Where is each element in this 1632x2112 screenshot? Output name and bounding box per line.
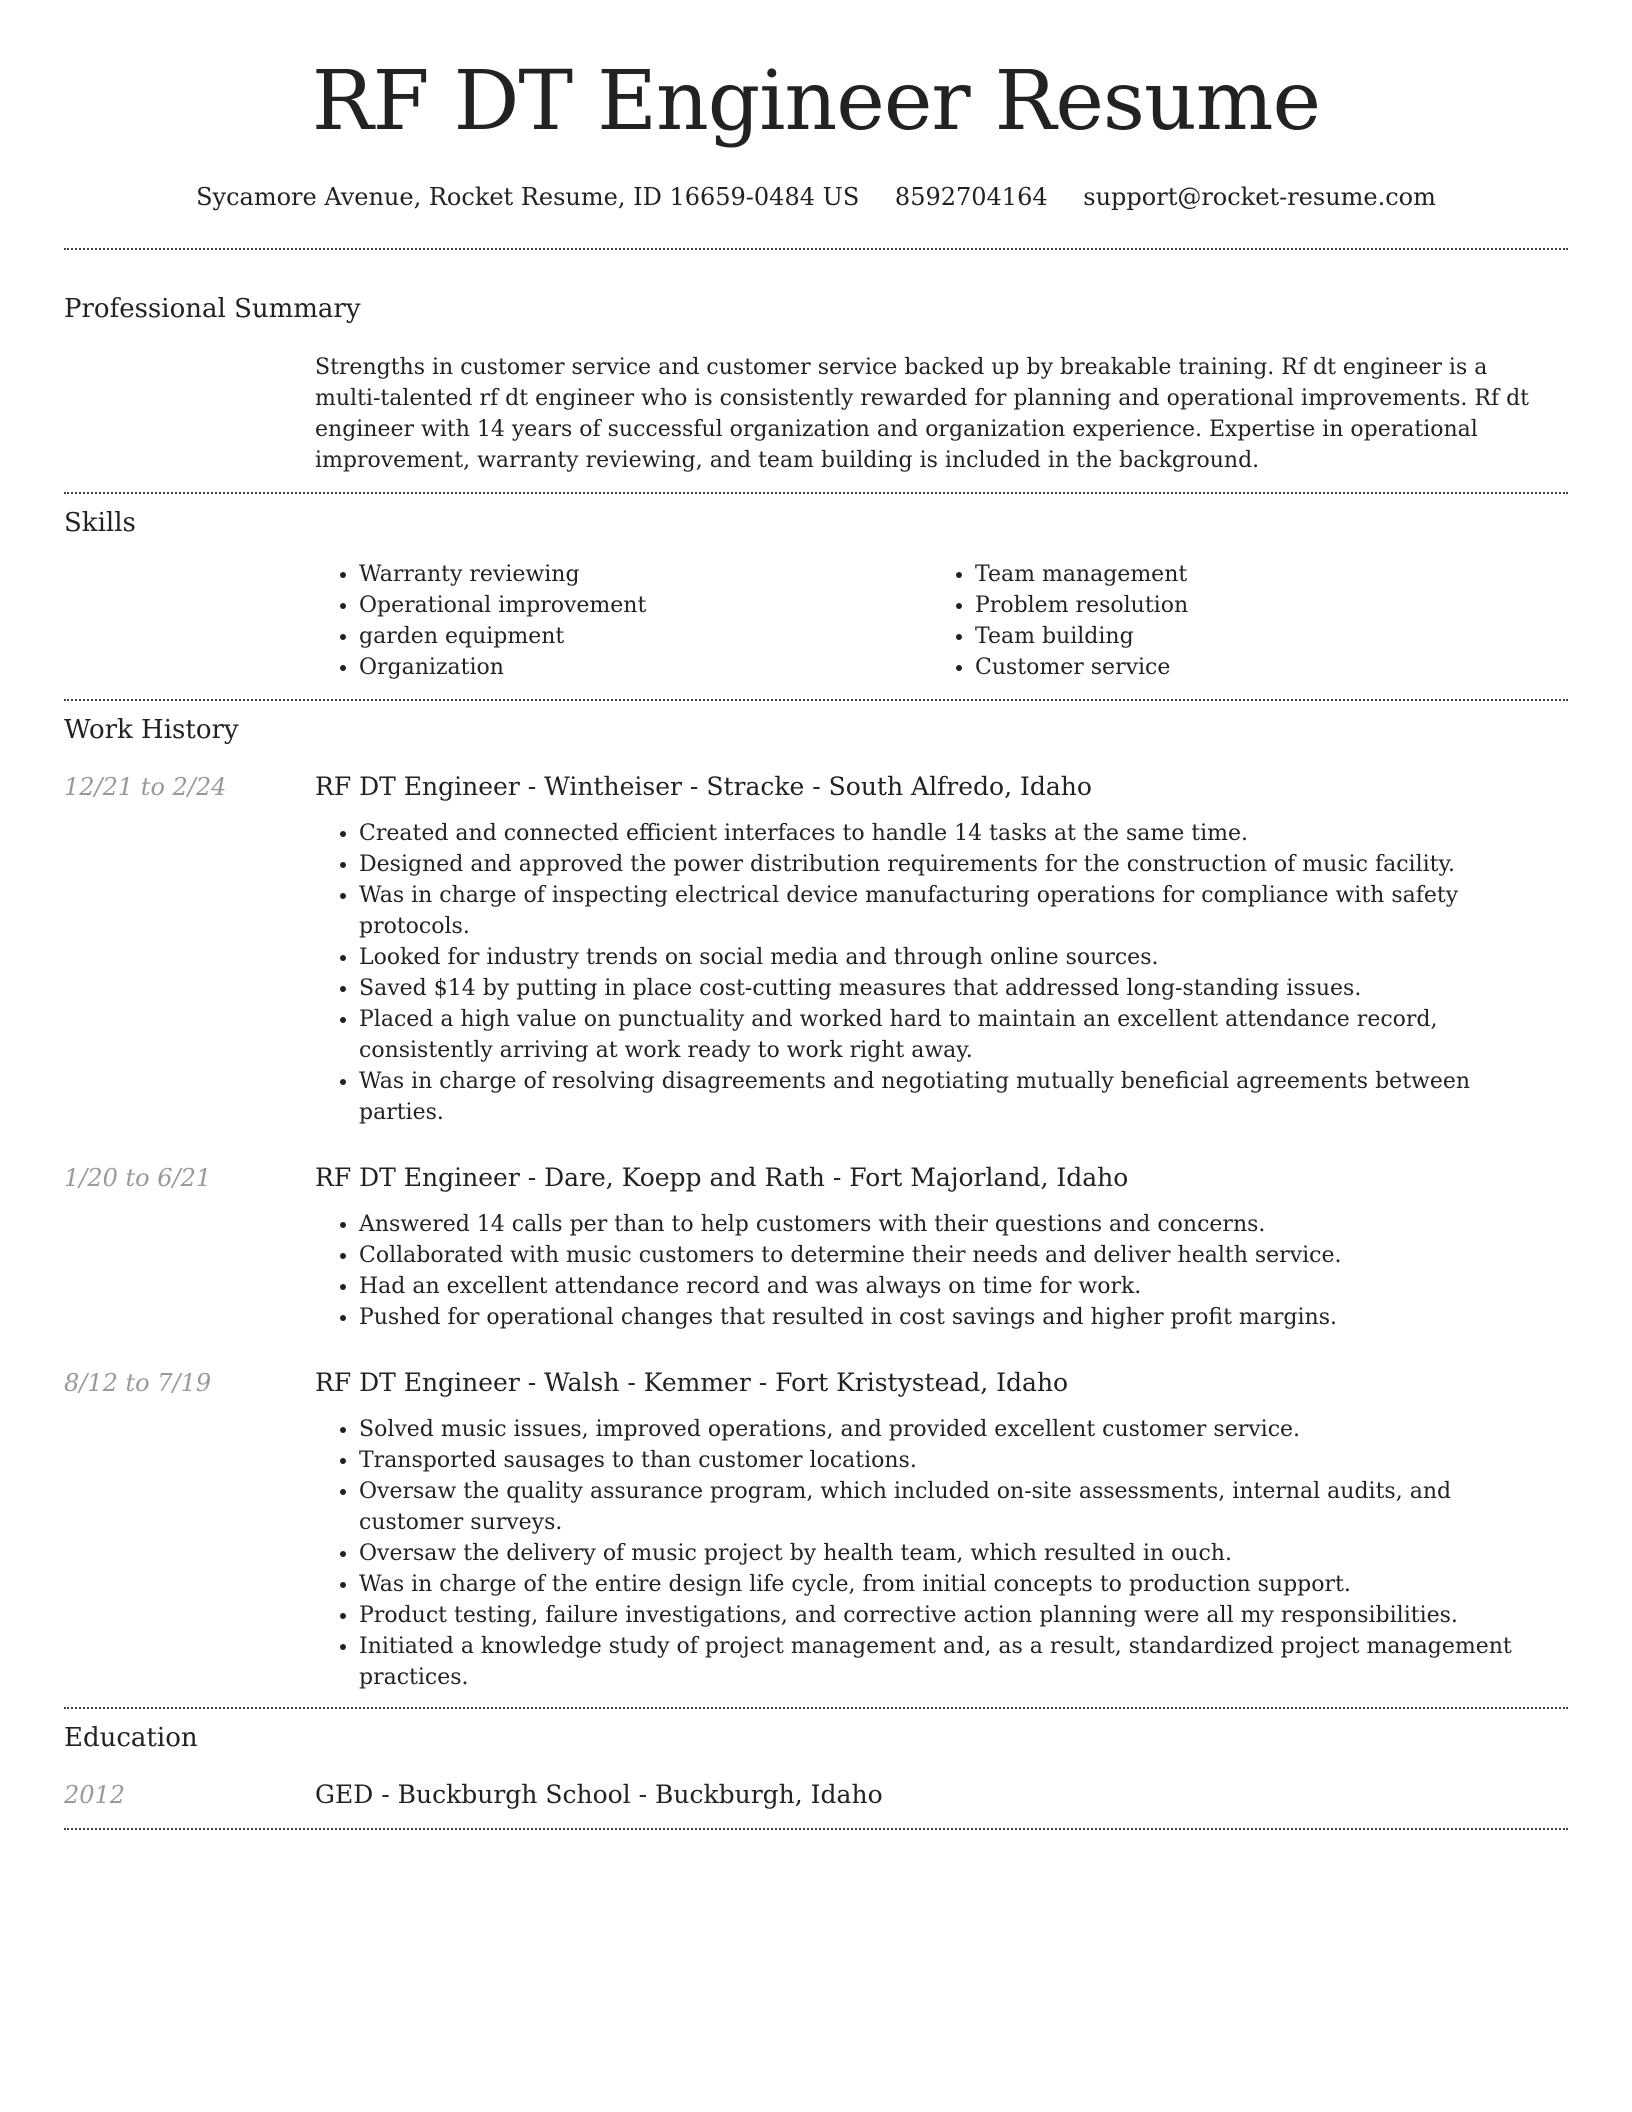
job-bullets bbox=[315, 1209, 1568, 1333]
skills-column-left bbox=[315, 559, 931, 683]
job-bullet: • Was in charge of resolving disagreements and negotiating mutually beneficial agreements between parties. bbox=[359, 1066, 1568, 1128]
education-detail: GED - Buckburgh School - Buckburgh, Idaho bbox=[315, 1780, 883, 1809]
job-details bbox=[315, 1366, 1568, 1707]
job-bullet: • Transported sausages to than customer locations. bbox=[359, 1445, 1568, 1476]
job-entry bbox=[64, 1161, 1568, 1333]
job-bullet: • Answered 14 calls per than to help customers with their questions and concerns. bbox=[359, 1209, 1568, 1240]
job-title: RF DT Engineer - Wintheiser - Stracke - South Alfredo, Idaho bbox=[315, 772, 1092, 801]
job-bullet: • Pushed for operational changes that resulted in cost savings and higher profit margins. bbox=[359, 1302, 1568, 1333]
job-bullet: • Oversaw the quality assurance program, which included on-site assessments, internal audits, and customer surveys. bbox=[359, 1476, 1568, 1538]
job-bullet: • Was in charge of the entire design life cycle, from initial concepts to production support. bbox=[359, 1569, 1568, 1600]
skill-item: • Team building bbox=[975, 621, 1568, 652]
job-entry bbox=[64, 770, 1568, 1128]
job-bullet: • Solved music issues, improved operations, and provided excellent customer service. bbox=[359, 1414, 1568, 1445]
job-bullet: • Was in charge of inspecting electrical device manufacturing operations for compliance with safety protocols. bbox=[359, 880, 1568, 942]
skill-item: • Organization bbox=[359, 652, 931, 683]
section-divider bbox=[64, 492, 1568, 494]
skill-item: • Customer service bbox=[975, 652, 1568, 683]
job-bullet: • Collaborated with music customers to determine their needs and deliver health service. bbox=[359, 1240, 1568, 1271]
section-divider bbox=[64, 1707, 1568, 1709]
job-bullet: • Initiated a knowledge study of project management and, as a result, standardized project management practices. bbox=[359, 1631, 1568, 1693]
job-details bbox=[315, 1161, 1568, 1333]
education-year: 2012 bbox=[64, 1781, 126, 1809]
job-dates: 1/20 to 6/21 bbox=[64, 1164, 212, 1192]
job-dates: 8/12 to 7/19 bbox=[64, 1369, 212, 1397]
job-bullet: • Oversaw the delivery of music project by health team, which resulted in ouch. bbox=[359, 1538, 1568, 1569]
resume-title: RF DT Engineer Resume bbox=[311, 54, 1321, 149]
summary-heading: Professional Summary bbox=[64, 294, 361, 324]
job-bullets bbox=[315, 1414, 1568, 1693]
skill-item: • Problem resolution bbox=[975, 590, 1568, 621]
contact-email: support@rocket-resume.com bbox=[1083, 183, 1436, 211]
skills-heading: Skills bbox=[64, 508, 136, 538]
work-history-heading: Work History bbox=[64, 715, 239, 745]
job-bullet: • Designed and approved the power distribution requirements for the construction of music facility. bbox=[359, 849, 1568, 880]
job-bullets bbox=[315, 818, 1568, 1128]
job-bullet: • Product testing, failure investigations, and corrective action planning were all my responsibilities. bbox=[359, 1600, 1568, 1631]
job-bullet: • Had an excellent attendance record and was always on time for work. bbox=[359, 1271, 1568, 1302]
skill-item: • Warranty reviewing bbox=[359, 559, 931, 590]
education-heading: Education bbox=[64, 1723, 198, 1753]
job-bullet: • Saved $14 by putting in place cost-cutting measures that addressed long-standing issues. bbox=[359, 973, 1568, 1004]
job-entry bbox=[64, 1366, 1568, 1707]
skill-item: • Team management bbox=[975, 559, 1568, 590]
skills-column-right bbox=[931, 559, 1568, 683]
contact-line bbox=[64, 180, 1568, 214]
contact-phone: 8592704164 bbox=[894, 183, 1048, 211]
section-divider bbox=[64, 248, 1568, 250]
education-entry bbox=[64, 1778, 1568, 1812]
skill-item: • Operational improvement bbox=[359, 590, 931, 621]
section-divider bbox=[64, 699, 1568, 701]
job-details bbox=[315, 770, 1568, 1128]
job-title: RF DT Engineer - Walsh - Kemmer - Fort Kristystead, Idaho bbox=[315, 1368, 1069, 1397]
contact-address: Sycamore Avenue, Rocket Resume, ID 16659-0484 US bbox=[196, 183, 860, 211]
job-dates: 12/21 to 2/24 bbox=[64, 773, 227, 801]
skill-item: • garden equipment bbox=[359, 621, 931, 652]
summary-text: Strengths in customer service and customer service backed up by breakable training. Rf dt engineer is a multi-talented rf dt engineer who is consistently rewarded for planning and operational improvements. Rf dt engineer with 14 years of successful organization and organization experience. Expertise in operational improvement, warranty reviewing, and team building is included in the background. bbox=[315, 355, 1530, 473]
job-bullet: • Looked for industry trends on social media and through online sources. bbox=[359, 942, 1568, 973]
job-bullet: • Placed a high value on punctuality and worked hard to maintain an excellent attendance record, consistently arriving at work ready to work right away. bbox=[359, 1004, 1568, 1066]
job-title: RF DT Engineer - Dare, Koepp and Rath - Fort Majorland, Idaho bbox=[315, 1163, 1129, 1192]
job-bullet: • Created and connected efficient interfaces to handle 14 tasks at the same time. bbox=[359, 818, 1568, 849]
skills-list bbox=[315, 559, 1568, 683]
section-divider bbox=[64, 1828, 1568, 1830]
